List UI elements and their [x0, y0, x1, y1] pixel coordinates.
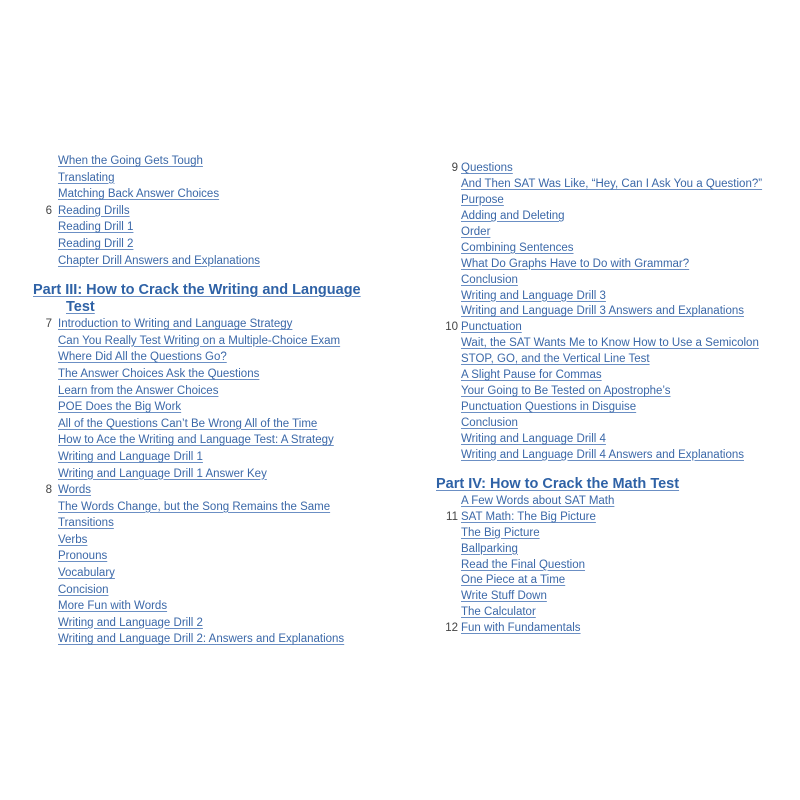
toc-link[interactable]: Reading Drill 1 — [58, 221, 134, 234]
toc-link[interactable]: The Answer Choices Ask the Questions — [58, 367, 260, 380]
toc-entry — [430, 177, 800, 193]
toc-link[interactable]: Transitions — [58, 517, 114, 530]
toc-link[interactable]: POE Does the Big Work — [58, 401, 182, 414]
toc-entry — [0, 548, 400, 565]
toc-link[interactable]: SAT Math: The Big Picture — [461, 510, 596, 523]
toc-link[interactable]: A Few Words about SAT Math — [461, 495, 615, 507]
toc-right-column-lower — [430, 494, 800, 637]
toc-link[interactable]: Writing and Language Drill 3 — [461, 289, 606, 302]
toc-link[interactable]: A Slight Pause for Commas — [461, 369, 602, 382]
toc-entry — [430, 573, 800, 589]
toc-entry — [0, 349, 400, 366]
toc-link[interactable]: How to Ace the Writing and Language Test: A Strategy — [58, 434, 334, 447]
toc-link[interactable]: Reading Drills — [58, 204, 130, 217]
toc-left-column — [0, 153, 400, 648]
toc-entry — [430, 432, 800, 448]
toc-entry — [0, 466, 400, 483]
toc-link[interactable]: Combining Sentences — [461, 241, 574, 254]
toc-entry — [430, 416, 800, 432]
toc-link[interactable]: Learn from the Answer Choices — [58, 384, 219, 397]
toc-link[interactable]: Matching Back Answer Choices — [58, 188, 220, 201]
toc-entry — [0, 499, 400, 516]
toc-link[interactable]: Translating — [58, 171, 115, 184]
toc-entry — [0, 153, 400, 170]
toc-entry — [430, 273, 800, 289]
chapter-number: 11 — [446, 510, 458, 523]
part-heading-line1: Part III: How to Crack the Writing and Language — [33, 282, 361, 299]
toc-entry — [0, 582, 400, 599]
toc-entry — [430, 225, 800, 241]
toc-entry — [430, 336, 800, 352]
toc-entry — [430, 193, 800, 209]
toc-link[interactable]: Vocabulary — [58, 567, 115, 580]
toc-link[interactable]: Wait, the SAT Wants Me to Know How to Use a Semicolon — [461, 337, 759, 350]
toc-entry — [430, 368, 800, 384]
toc-link[interactable]: Fun with Fundamentals — [461, 622, 581, 635]
toc-entry — [0, 449, 400, 466]
toc-right-column — [430, 161, 800, 464]
toc-link[interactable]: Reading Drill 2 — [58, 237, 134, 250]
toc-link[interactable]: Order — [461, 225, 491, 238]
toc-link[interactable]: The Big Picture — [461, 526, 540, 539]
toc-link[interactable]: Writing and Language Drill 4 Answers and Explanations — [461, 448, 744, 461]
toc-chapter-entry — [0, 482, 400, 499]
toc-link[interactable]: Words — [58, 484, 92, 497]
toc-entry — [430, 494, 800, 510]
toc-link[interactable]: Punctuation Questions in Disguise — [461, 401, 637, 414]
toc-link[interactable]: Pronouns — [58, 550, 108, 563]
toc-entry — [430, 400, 800, 416]
toc-link[interactable]: Conclusion — [461, 417, 518, 429]
toc-entry — [0, 432, 400, 449]
toc-entry — [430, 304, 800, 320]
toc-link[interactable]: Concision — [58, 583, 109, 596]
toc-entry — [0, 631, 400, 648]
toc-link[interactable]: Read the Final Question — [461, 558, 586, 571]
toc-link[interactable]: And Then SAT Was Like, “Hey, Can I Ask You a Question?” — [461, 177, 763, 190]
toc-entry — [0, 253, 400, 270]
toc-link[interactable]: Write Stuff Down — [461, 590, 547, 603]
toc-entry — [0, 399, 400, 416]
toc-entry — [430, 448, 800, 464]
toc-list — [0, 316, 400, 648]
toc-list — [430, 494, 800, 637]
toc-link[interactable]: Writing and Language Drill 1 — [58, 450, 203, 463]
toc-link[interactable]: Writing and Language Drill 2: Answers and Explanations — [58, 633, 345, 646]
toc-entry — [0, 615, 400, 632]
toc-link[interactable]: Conclusion — [461, 273, 518, 286]
chapter-number: 10 — [445, 321, 458, 334]
toc-link[interactable]: Writing and Language Drill 4 — [461, 432, 606, 445]
toc-link[interactable]: Writing and Language Drill 1 Answer Key — [58, 467, 267, 480]
toc-chapter-entry — [430, 510, 800, 526]
part-iv-heading[interactable]: Part IV: How to Crack the Math Test — [436, 476, 680, 492]
toc-chapter-entry — [430, 161, 800, 177]
toc-link[interactable]: Ballparking — [461, 542, 518, 555]
toc-entry — [0, 170, 400, 187]
toc-link[interactable]: Adding and Deleting — [461, 209, 565, 222]
toc-entry — [430, 526, 800, 542]
toc-entry — [430, 542, 800, 558]
toc-link[interactable]: The Words Change, but the Song Remains the Same — [58, 500, 331, 513]
toc-entry — [0, 366, 400, 383]
chapter-number: 8 — [45, 484, 52, 497]
toc-entry — [430, 241, 800, 257]
toc-entry — [0, 532, 400, 549]
toc-link[interactable]: Can You Really Test Writing on a Multiple-Choice Exam — [58, 334, 341, 347]
toc-entry — [430, 352, 800, 368]
toc-link[interactable]: Verbs — [58, 533, 88, 546]
toc-link[interactable]: Introduction to Writing and Language Strategy — [58, 318, 293, 331]
toc-entry — [0, 186, 400, 203]
toc-list — [0, 153, 400, 269]
toc-link[interactable]: Purpose — [461, 193, 504, 206]
toc-link[interactable]: Chapter Drill Answers and Explanations — [58, 254, 260, 267]
part-heading-line2: Test — [66, 299, 95, 316]
toc-link[interactable]: Writing and Language Drill 3 Answers and Explanations — [461, 305, 744, 318]
toc-entry — [0, 416, 400, 433]
toc-entry — [430, 257, 800, 273]
toc-link[interactable]: The Calculator — [461, 606, 536, 619]
part-iii-heading[interactable] — [33, 282, 393, 316]
toc-entry — [0, 515, 400, 532]
toc-link[interactable]: What Do Graphs Have to Do with Grammar? — [461, 257, 690, 270]
toc-link[interactable]: Punctuation — [461, 321, 522, 334]
toc-link[interactable]: All of the Questions Can’t Be Wrong All of the Time — [58, 417, 318, 430]
toc-link[interactable]: Your Going to Be Tested on Apostrophe’s — [461, 385, 671, 398]
chapter-number: 9 — [451, 162, 458, 174]
toc-entry — [0, 333, 400, 350]
chapter-number: 6 — [45, 204, 52, 217]
toc-entry — [430, 558, 800, 574]
toc-link[interactable]: Questions — [461, 162, 513, 174]
toc-link[interactable]: STOP, GO, and the Vertical Line Test — [461, 353, 650, 366]
toc-link[interactable]: More Fun with Words — [58, 600, 168, 613]
toc-chapter-entry — [0, 203, 400, 220]
toc-entry — [430, 384, 800, 400]
toc-link[interactable]: When the Going Gets Tough — [58, 155, 203, 167]
toc-entry — [0, 236, 400, 253]
chapter-number: 7 — [45, 318, 52, 331]
toc-list — [430, 161, 800, 464]
toc-link[interactable]: Writing and Language Drill 2 — [58, 616, 203, 629]
chapter-number: 12 — [445, 622, 458, 635]
toc-entry — [0, 219, 400, 236]
toc-entry — [430, 289, 800, 305]
toc-chapter-entry — [430, 320, 800, 336]
toc-link[interactable]: Where Did All the Questions Go? — [58, 351, 227, 364]
toc-entry — [0, 598, 400, 615]
toc-entry — [0, 383, 400, 400]
toc-chapter-entry — [0, 316, 400, 333]
toc-entry — [0, 565, 400, 582]
toc-chapter-entry — [430, 621, 800, 637]
toc-link[interactable]: One Piece at a Time — [461, 574, 566, 587]
toc-entry — [430, 589, 800, 605]
toc-entry — [430, 209, 800, 225]
toc-entry — [430, 605, 800, 621]
